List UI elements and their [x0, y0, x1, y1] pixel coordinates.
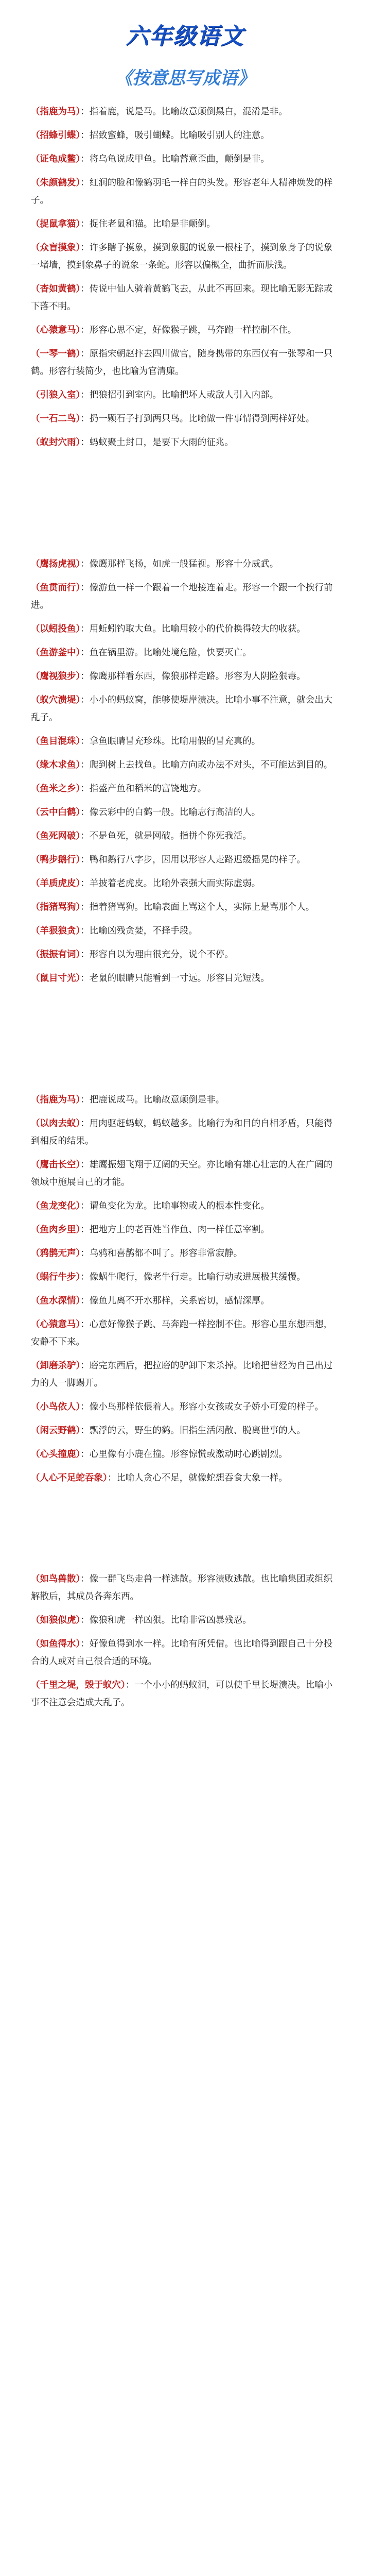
- idiom-term: （指鹿为马）: [31, 1095, 81, 1105]
- idiom-entry: [31, 345, 339, 380]
- idiom-definition: 羊披着老虎皮。比喻外表强大而实际虚弱。: [89, 878, 261, 889]
- idiom-entry: [31, 899, 339, 916]
- page-title: 《按意思写成语》: [115, 68, 255, 89]
- section-gap: [0, 1493, 370, 1570]
- idiom-definition: 指着猪骂狗。比喻表面上骂这个人，实际上是骂那个人。: [89, 902, 315, 912]
- idiom-term: （鹰视狼步）: [31, 671, 81, 682]
- idiom-group-4: [0, 1570, 370, 1711]
- idiom-term: （鱼肉乡里）: [31, 1225, 81, 1235]
- idiom-separator: ：: [80, 1118, 90, 1129]
- idiom-definition: 形容自以为理由很充分，说个不停。: [89, 950, 234, 960]
- idiom-definition: 像狼和虎一样凶狠。比喻非常凶暴残忍。: [89, 1615, 252, 1625]
- idiom-term: （心头撞鹿）: [31, 1449, 81, 1460]
- idiom-entry: [31, 780, 339, 798]
- idiom-entry: [31, 1676, 339, 1711]
- idiom-definition: 像云彩中的白鹤一般。比喻志行高洁的人。: [89, 807, 261, 818]
- idiom-definition: 像鹰那样看东西，像狼那样走路。形容为人阴险狠毒。: [89, 671, 306, 682]
- idiom-separator: ：: [80, 784, 90, 794]
- idiom-entry: [31, 1245, 339, 1262]
- idiom-term: （小鸟依人）: [31, 1402, 81, 1412]
- idiom-definition: 原指宋朝赵抃去四川做官，随身携带的东西仅有一张琴和一只鹤。形容行装简少，也比喻为官清廉。: [31, 349, 333, 377]
- idiom-separator: ：: [80, 695, 90, 705]
- idiom-definition: 小小的蚂蚁窝，能够使堤岸溃决。比喻小事不注意，就会出大乱子。: [31, 695, 333, 723]
- idiom-separator: ：: [80, 130, 90, 141]
- idiom-entry: [31, 434, 339, 451]
- idiom-separator: ：: [80, 648, 90, 658]
- idiom-separator: ：: [80, 107, 90, 117]
- idiom-definition: 像鹰那样飞扬，如虎一般猛视。形容十分威武。: [89, 559, 279, 569]
- idiom-definition: 用肉驱赶蚂蚁，蚂蚁越多。比喻行为和目的自相矛盾，只能得到相反的结果。: [31, 1118, 333, 1146]
- idiom-separator: ：: [80, 950, 90, 960]
- idiom-term: （云中白鹤）: [31, 807, 81, 818]
- idiom-definition: 用蚯蚓钓取大鱼。比喻用较小的代价换得较大的收获。: [89, 624, 306, 634]
- idiom-entry: [31, 127, 339, 144]
- idiom-entry: [31, 1221, 339, 1239]
- idiom-term: （杳如黄鹤）: [31, 284, 81, 294]
- idiom-definition: 扔一颗石子打到两只鸟。比喻做一件事情得到两样好处。: [89, 414, 315, 424]
- idiom-definition: 比喻人贪心不足，就像蛇想吞食大象一样。: [116, 1473, 288, 1483]
- idiom-separator: ：: [80, 1095, 90, 1105]
- idiom-term: （人心不足蛇吞象）: [31, 1473, 108, 1483]
- idiom-separator: ：: [80, 1225, 90, 1235]
- idiom-definition: 一个小小的蚂蚁洞，可以使千里长堤溃决。比喻小事不注意会造成大乱子。: [31, 1680, 333, 1708]
- idiom-definition: 爬到树上去找鱼。比喻方向或办法不对头，不可能达到目的。: [89, 760, 333, 770]
- idiom-definition: 把狼招引到室内。比喻把坏人或敌人引入内部。: [89, 390, 279, 400]
- idiom-entry: [31, 321, 339, 339]
- idiom-definition: 许多瞎子摸象，摸到象腿的说象一根柱子，摸到象身子的说象一堵墙，摸到象鼻子的说象一条蛇。形容以偏概全，曲折而肤浅。: [31, 243, 333, 270]
- idiom-entry: [31, 215, 339, 233]
- idiom-definition: 红润的脸和像鹤羽毛一样白的头发。形容老年人精神焕发的样子。: [31, 178, 333, 206]
- idiom-separator: ：: [80, 1319, 90, 1330]
- idiom-separator: ：: [80, 760, 90, 770]
- idiom-term: （鱼米之乡）: [31, 784, 81, 794]
- idiom-term: （一石二鸟）: [31, 414, 81, 424]
- idiom-definition: 好像鱼得到水一样。比喻有所凭借。也比喻得到跟自己十分投合的人或对自己很合适的环境。: [31, 1639, 333, 1667]
- idiom-term: （证龟成鳖）: [31, 154, 81, 164]
- idiom-term: （心猿意马）: [31, 325, 81, 335]
- idiom-definition: 磨完东西后，把拉磨的驴卸下来杀掉。比喻把曾经为自己出过力的人一脚踢开。: [31, 1361, 333, 1388]
- idiom-separator: ：: [80, 878, 90, 889]
- idiom-definition: 指着鹿，说是马。比喻故意颠倒黑白，混淆是非。: [89, 107, 288, 117]
- idiom-separator: ：: [80, 1272, 90, 1282]
- idiom-separator: ：: [80, 902, 90, 912]
- idiom-definition: 像一群飞鸟走兽一样逃散。形容溃败逃散。也比喻集团或组织解散后，其成员各奔东西。: [31, 1574, 333, 1602]
- idiom-definition: 像蜗牛爬行，像老牛行走。比喻行动或进展极其缓慢。: [89, 1272, 306, 1282]
- idiom-entry: [31, 579, 339, 614]
- idiom-definition: 指盛产鱼和稻米的富饶地方。: [89, 784, 207, 794]
- idiom-separator: ：: [80, 325, 90, 335]
- idiom-term: （鱼游釜中）: [31, 648, 81, 658]
- idiom-term: （鱼贯而行）: [31, 583, 81, 593]
- idiom-definition: 谓鱼变化为龙。比喻事物或人的根本性变化。: [89, 1201, 270, 1211]
- idiom-term: （如狼似虎）: [31, 1615, 81, 1625]
- idiom-term: （朱颜鹤发）: [31, 178, 81, 188]
- idiom-entry: [31, 620, 339, 638]
- idiom-separator: ：: [80, 1615, 90, 1625]
- idiom-definition: 捉住老鼠和猫。比喻是非颠倒。: [89, 219, 216, 229]
- idiom-separator: ：: [80, 1449, 90, 1460]
- idiom-separator: ：: [80, 1426, 90, 1436]
- idiom-term: （缘木求鱼）: [31, 760, 81, 770]
- idiom-separator: ：: [80, 973, 90, 984]
- section-gap: [0, 457, 370, 555]
- idiom-entry: [31, 1357, 339, 1392]
- idiom-term: （卸磨杀驴）: [31, 1361, 81, 1371]
- idiom-entry: [31, 280, 339, 315]
- idiom-term: （鱼水深情）: [31, 1296, 81, 1306]
- idiom-entry: [31, 1268, 339, 1286]
- idiom-term: （如鸟兽散）: [31, 1574, 81, 1584]
- brand-logo: 六年级语文: [126, 23, 244, 49]
- idiom-separator: ：: [80, 559, 90, 569]
- idiom-separator: ：: [80, 414, 90, 424]
- idiom-definition: 飘浮的云，野生的鹤。旧指生活闲散、脱离世事的人。: [89, 1426, 306, 1436]
- idiom-group-2: [0, 555, 370, 987]
- idiom-definition: 将乌龟说成甲鱼。比喻蓄意歪曲，颠倒是非。: [89, 154, 270, 164]
- idiom-entry: [31, 1316, 339, 1351]
- idiom-separator: ：: [80, 1574, 90, 1584]
- idiom-term: （指鹿为马）: [31, 107, 81, 117]
- idiom-separator: ：: [80, 1639, 90, 1649]
- idiom-separator: ：: [80, 671, 90, 682]
- idiom-definition: 像游鱼一样一个跟着一个地接连着走。形容一个跟一个挨行前进。: [31, 583, 333, 611]
- idiom-entry: [31, 555, 339, 573]
- idiom-separator: ：: [80, 736, 90, 747]
- idiom-entry: [31, 1292, 339, 1310]
- idiom-term: （鱼目混珠）: [31, 736, 81, 747]
- header: [0, 0, 370, 103]
- idiom-entry: [31, 946, 339, 963]
- idiom-term: （指猪骂狗）: [31, 902, 81, 912]
- idiom-term: （鼠目寸光）: [31, 973, 81, 984]
- idiom-entry: [31, 1422, 339, 1439]
- idiom-term: （引狼入室）: [31, 390, 81, 400]
- idiom-entry: [31, 1635, 339, 1670]
- idiom-entry: [31, 804, 339, 821]
- idiom-entry: [31, 922, 339, 940]
- idiom-definition: 心意好像猴子跳、马奔跑一样控制不住。形容心里东想西想，安静不下来。: [31, 1319, 333, 1347]
- idiom-entry: [31, 691, 339, 726]
- idiom-entry: [31, 1115, 339, 1150]
- idiom-separator: ：: [80, 855, 90, 865]
- idiom-definition: 像小鸟那样依偎着人。形容小女孩或女子娇小可爱的样子。: [89, 1402, 324, 1412]
- idiom-entry: [31, 1398, 339, 1416]
- idiom-definition: 比喻凶残贪婪，不择手段。: [89, 926, 198, 936]
- idiom-term: （闲云野鹤）: [31, 1426, 81, 1436]
- idiom-entry: [31, 1612, 339, 1629]
- idiom-term: （心猿意马）: [31, 1319, 81, 1330]
- idiom-entry: [31, 851, 339, 869]
- idiom-term: （招蜂引蝶）: [31, 130, 81, 141]
- idiom-separator: ：: [80, 583, 90, 593]
- idiom-term: （捉鼠拿猫）: [31, 219, 81, 229]
- idiom-separator: ：: [80, 807, 90, 818]
- idiom-term: （千里之堤，毁于蚁穴）: [31, 1680, 126, 1690]
- idiom-separator: ：: [107, 1473, 117, 1483]
- idiom-definition: 招致蜜蜂，吸引蝴蝶。比喻吸引别人的注意。: [89, 130, 270, 141]
- idiom-entry: [31, 1091, 339, 1109]
- idiom-definition: 老鼠的眼睛只能看到一寸远。形容目光短浅。: [89, 973, 270, 984]
- idiom-definition: 拿鱼眼睛冒充珍珠。比喻用假的冒充真的。: [89, 736, 261, 747]
- idiom-entry: [31, 1570, 339, 1605]
- idiom-entry: [31, 410, 339, 428]
- idiom-term: （蚁穴溃堤）: [31, 695, 81, 705]
- idiom-term: （以蚓投鱼）: [31, 624, 81, 634]
- idiom-term: （蚁封穴雨）: [31, 437, 81, 448]
- idiom-entry: [31, 174, 339, 209]
- idiom-entry: [31, 668, 339, 685]
- idiom-separator: ：: [80, 1201, 90, 1211]
- idiom-separator: ：: [80, 1248, 90, 1259]
- idiom-separator: ：: [125, 1680, 135, 1690]
- idiom-term: （鱼龙变化）: [31, 1201, 81, 1211]
- idiom-separator: ：: [80, 349, 90, 359]
- idiom-separator: ：: [80, 284, 90, 294]
- idiom-separator: ：: [80, 1296, 90, 1306]
- idiom-definition: 把鹿说成马。比喻故意颠倒是非。: [89, 1095, 225, 1105]
- idiom-definition: 蚂蚁聚土封口，是要下大雨的征兆。: [89, 437, 234, 448]
- idiom-term: （蜗行牛步）: [31, 1272, 81, 1282]
- idiom-term: （一琴一鹤）: [31, 349, 81, 359]
- idiom-entry: [31, 1197, 339, 1215]
- idiom-entry: [31, 970, 339, 987]
- idiom-entry: [31, 827, 339, 845]
- idiom-separator: ：: [80, 624, 90, 634]
- idiom-definition: 像鱼儿离不开水那样，关系密切，感情深厚。: [89, 1296, 270, 1306]
- idiom-term: （鸦鹊无声）: [31, 1248, 81, 1259]
- idiom-separator: ：: [80, 390, 90, 400]
- idiom-term: （鸭步鹅行）: [31, 855, 81, 865]
- idiom-definition: 不是鱼死，就是网破。指拼个你死我活。: [89, 831, 252, 841]
- idiom-definition: 把地方上的老百姓当作鱼、肉一样任意宰割。: [89, 1225, 270, 1235]
- idiom-separator: ：: [80, 831, 90, 841]
- idiom-entry: [31, 386, 339, 404]
- idiom-term: （振振有词）: [31, 950, 81, 960]
- idiom-entry: [31, 150, 339, 168]
- idiom-definition: 鱼在锅里游。比喻处境危险，快要灭亡。: [89, 648, 252, 658]
- idiom-entry: [31, 875, 339, 892]
- idiom-separator: ：: [80, 926, 90, 936]
- idiom-separator: ：: [80, 178, 90, 188]
- idiom-entry: [31, 1156, 339, 1191]
- idiom-separator: ：: [80, 243, 90, 253]
- idiom-group-1: [0, 103, 370, 451]
- idiom-definition: 传说中仙人骑着黄鹤飞去，从此不再回来。现比喻无影无踪或下落不明。: [31, 284, 333, 312]
- idiom-definition: 乌鸦和喜鹊都不叫了。形容非常寂静。: [89, 1248, 243, 1259]
- section-gap: [0, 993, 370, 1091]
- idiom-term: （如鱼得水）: [31, 1639, 81, 1649]
- idiom-entry: [31, 1469, 339, 1487]
- idiom-entry: [31, 733, 339, 750]
- idiom-term: （鱼死网破）: [31, 831, 81, 841]
- idiom-term: （鹰击长空）: [31, 1160, 81, 1170]
- idiom-term: （羊质虎皮）: [31, 878, 81, 889]
- idiom-separator: ：: [80, 1160, 90, 1170]
- idiom-separator: ：: [80, 154, 90, 164]
- idiom-entry: [31, 239, 339, 274]
- idiom-entry: [31, 644, 339, 662]
- idiom-entry: [31, 1446, 339, 1463]
- idiom-separator: ：: [80, 1361, 90, 1371]
- idiom-separator: ：: [80, 1402, 90, 1412]
- idiom-definition: 心里像有小鹿在撞。形容惊慌或激动时心跳剧烈。: [89, 1449, 288, 1460]
- idiom-separator: ：: [80, 437, 90, 448]
- idiom-definition: 鸭和鹅行八字步，因用以形容人走路迟缓摇晃的样子。: [89, 855, 306, 865]
- idiom-entry: [31, 103, 339, 121]
- idiom-definition: 雄鹰振翅飞翔于辽阔的天空。亦比喻有雄心壮志的人在广阔的领域中施展自己的才能。: [31, 1160, 333, 1188]
- idiom-term: （鹰扬虎视）: [31, 559, 81, 569]
- idiom-term: （众盲摸象）: [31, 243, 81, 253]
- idiom-separator: ：: [80, 219, 90, 229]
- idiom-group-3: [0, 1091, 370, 1487]
- idiom-term: （羊狠狼贪）: [31, 926, 81, 936]
- idiom-term: （以肉去蚁）: [31, 1118, 81, 1129]
- idiom-definition: 形容心思不定，好像猴子跳，马奔跑一样控制不住。: [89, 325, 297, 335]
- idiom-entry: [31, 756, 339, 774]
